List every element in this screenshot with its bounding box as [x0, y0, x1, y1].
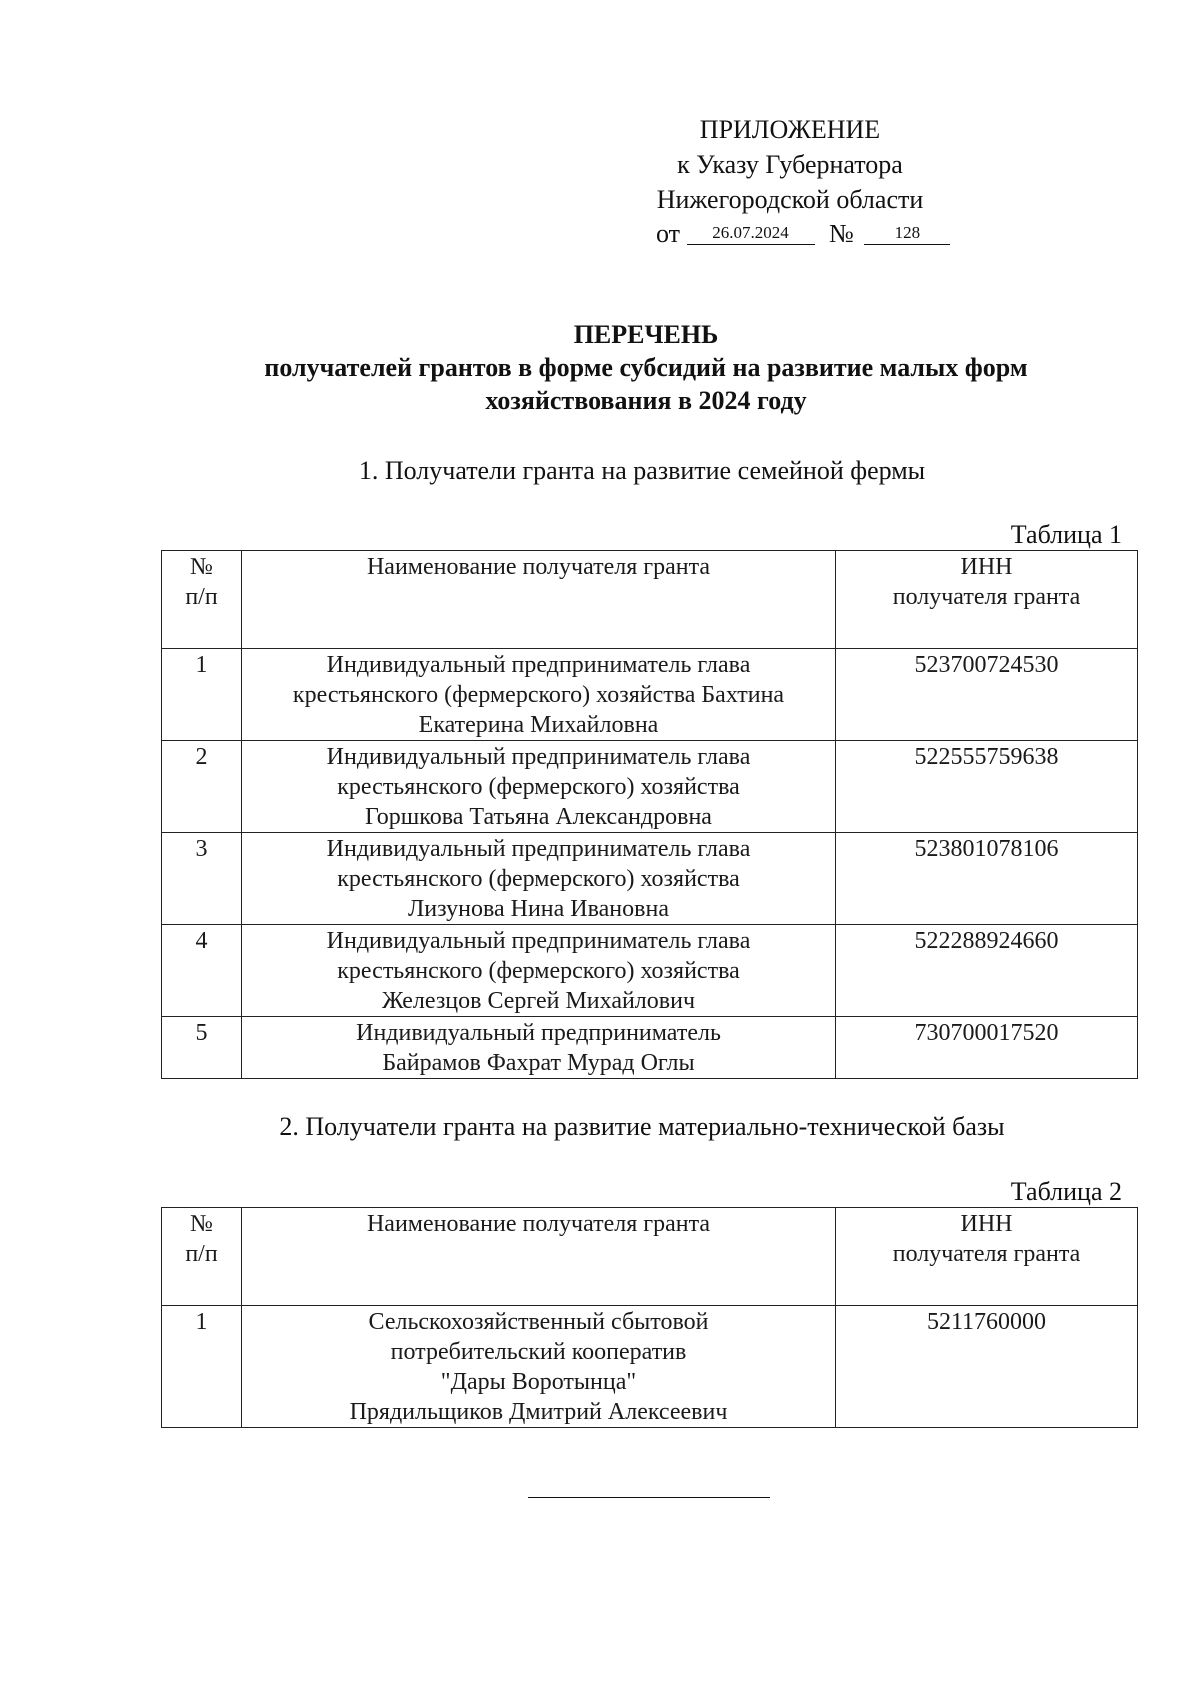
header-num-line1: №: [190, 1211, 213, 1237]
row-name-line: Железцов Сергей Михайлович: [381, 988, 696, 1014]
row-name-line: Индивидуальный предприниматель глава: [326, 652, 751, 678]
table-1-caption: Таблица 1: [1010, 520, 1122, 549]
row-name-line: потребительский кооператив: [390, 1339, 687, 1365]
table-2-header-row: [162, 1208, 1138, 1306]
header-name: Наименование получателя гранта: [242, 551, 836, 649]
row-num: 3: [162, 833, 242, 925]
section-2-title: 2. Получатели гранта на развитие материально-технической базы: [279, 1112, 1005, 1141]
section-1-title: 1. Получатели гранта на развитие семейной фермы: [358, 456, 926, 485]
header-inn-line2: получателя гранта: [892, 584, 1081, 610]
appendix-date-line: [620, 216, 960, 251]
document-subtitle-line2: хозяйствования в 2024 году: [485, 386, 807, 415]
header-inn-line1: ИНН: [960, 554, 1013, 580]
appendix-block: [620, 112, 960, 251]
row-name-line: Индивидуальный предприниматель: [356, 1020, 721, 1046]
table-1-header-row: [162, 551, 1138, 649]
row-inn: 523801078106: [836, 833, 1138, 925]
number-prefix: №: [829, 219, 854, 248]
row-name-line: крестьянского (фермерского) хозяйства Бахтина: [292, 682, 785, 708]
row-num: 4: [162, 925, 242, 1017]
row-name-line: крестьянского (фермерского) хозяйства: [337, 866, 740, 892]
row-name: [242, 649, 836, 741]
header-inn-line1: ИНН: [960, 1211, 1013, 1237]
header-inn-line2: получателя гранта: [892, 1241, 1081, 1267]
row-inn: 523700724530: [836, 649, 1138, 741]
document-heading: [160, 318, 1132, 417]
end-separator-line: [528, 1497, 770, 1498]
row-num: 1: [162, 649, 242, 741]
header-inn: [836, 551, 1138, 649]
row-name-line: Индивидуальный предприниматель глава: [326, 836, 751, 862]
decree-number: 128: [864, 222, 950, 245]
table-2-caption: Таблица 2: [1010, 1177, 1122, 1206]
table-1: [161, 550, 1138, 1079]
row-name-line: Горшкова Татьяна Александровна: [365, 804, 712, 830]
appendix-line-region: Нижегородской области: [656, 185, 924, 214]
row-name-line: "Дары Воротынца": [440, 1369, 637, 1395]
header-num-line2: п/п: [185, 1241, 218, 1267]
row-inn: 730700017520: [836, 1017, 1138, 1079]
row-inn: 522555759638: [836, 741, 1138, 833]
row-num: 5: [162, 1017, 242, 1079]
table-row: [162, 925, 1138, 1017]
table-2: [161, 1207, 1138, 1428]
row-inn: 5211760000: [836, 1306, 1138, 1428]
row-name-line: Байрамов Фахрат Мурад Оглы: [382, 1050, 695, 1076]
row-name: [242, 925, 836, 1017]
row-name: [242, 1306, 836, 1428]
header-num-line2: п/п: [185, 584, 218, 610]
header-inn: [836, 1208, 1138, 1306]
table-row: [162, 1017, 1138, 1079]
row-name-line: крестьянского (фермерского) хозяйства: [337, 958, 740, 984]
table-row: [162, 649, 1138, 741]
row-name-line: Индивидуальный предприниматель глава: [326, 744, 751, 770]
table-row: [162, 741, 1138, 833]
header-num-line1: №: [190, 554, 213, 580]
row-name-line: Лизунова Нина Ивановна: [408, 896, 669, 922]
row-name-line: Екатерина Михайловна: [418, 712, 659, 738]
date-prefix: от: [656, 219, 681, 248]
header-num: [162, 551, 242, 649]
row-name-line: Сельскохозяйственный сбытовой: [368, 1309, 709, 1335]
document-title: ПЕРЕЧЕНЬ: [573, 320, 719, 349]
row-name: [242, 741, 836, 833]
appendix-title: ПРИЛОЖЕНИЕ: [699, 115, 881, 144]
header-num: [162, 1208, 242, 1306]
row-name-line: Прядильщиков Дмитрий Алексеевич: [349, 1399, 728, 1425]
row-name: [242, 1017, 836, 1079]
appendix-line-decree: к Указу Губернатора: [677, 150, 903, 179]
row-inn: 522288924660: [836, 925, 1138, 1017]
table-row: [162, 833, 1138, 925]
table-row: [162, 1306, 1138, 1428]
row-num: 2: [162, 741, 242, 833]
row-name-line: Индивидуальный предприниматель глава: [326, 928, 751, 954]
decree-date: 26.07.2024: [687, 222, 815, 245]
row-name: [242, 833, 836, 925]
document-subtitle-line1: получателей грантов в форме субсидий на развитие малых форм: [264, 353, 1028, 382]
header-name: Наименование получателя гранта: [242, 1208, 836, 1306]
row-name-line: крестьянского (фермерского) хозяйства: [337, 774, 740, 800]
row-num: 1: [162, 1306, 242, 1428]
